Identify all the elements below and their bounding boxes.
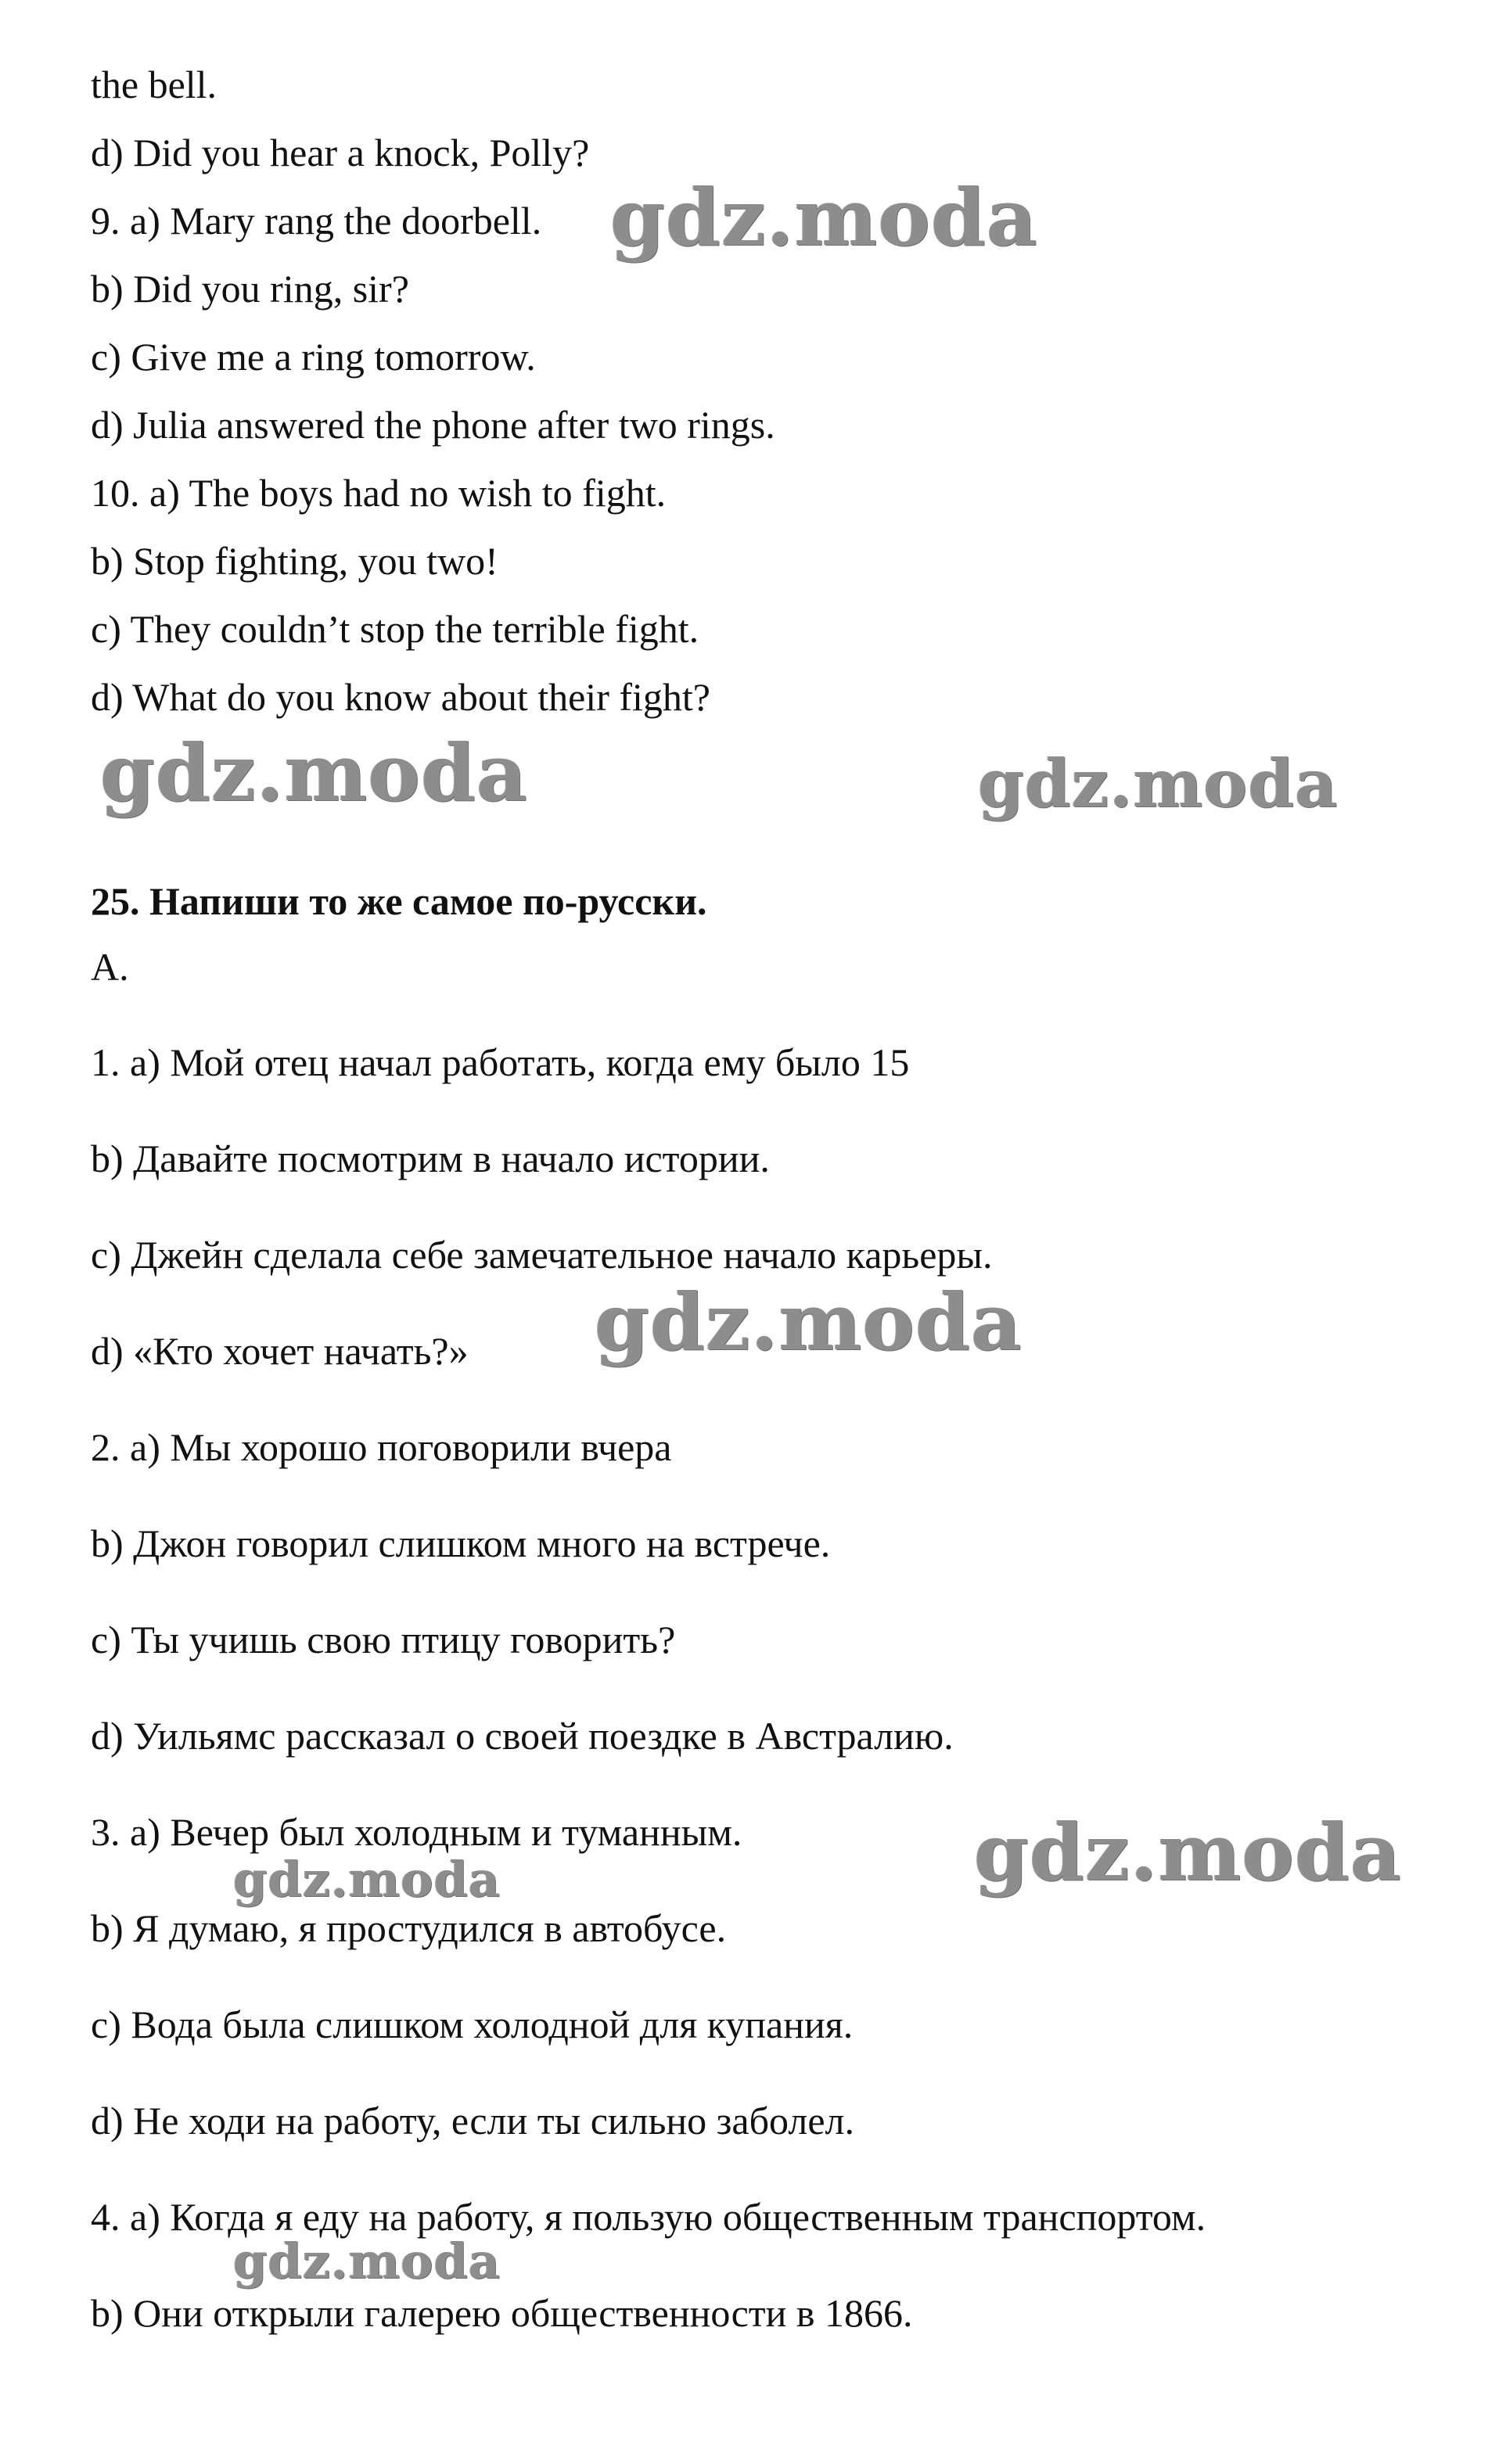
text-line: c) They couldn’t stop the terrible fight. [91, 607, 699, 651]
text-line: 1. a) Мой отец начал работать, когда ему было 15 [91, 1040, 910, 1084]
text-line: c) Джейн сделала себе замечательное начало карьеры. [91, 1233, 993, 1277]
watermark: gdz.moda [974, 1806, 1402, 1898]
text-line: b) Джон говорил слишком много на встрече. [91, 1521, 831, 1565]
text-line: 2. a) Мы хорошо поговорили вчера [91, 1425, 672, 1469]
watermark: gdz.moda [595, 1276, 1023, 1368]
text-line: d) Не ходи на работу, если ты сильно заболел. [91, 2099, 854, 2143]
text-line: 3. a) Вечер был холодным и туманным. [91, 1810, 742, 1854]
text-line: c) Вода была слишком холодной для купания. [91, 2002, 854, 2046]
watermark: gdz.moda [233, 2232, 501, 2290]
text-line: c) Ты учишь свою птицу говорить? [91, 1618, 676, 1661]
text-line: b) Я думаю, я простудился в автобусе. [91, 1906, 727, 1950]
text-line: d) Did you hear a knock, Polly? [91, 131, 590, 174]
text-line: 10. a) The boys had no wish to fight. [91, 471, 667, 515]
watermark: gdz.moda [610, 171, 1038, 264]
text-line: d) Уильямс рассказал о своей поездке в Австралию. [91, 1714, 954, 1758]
text-line: b) Stop fighting, you two! [91, 539, 498, 583]
text-line: c) Give me a ring tomorrow. [91, 335, 536, 379]
exercise-part-label: A. [91, 945, 129, 989]
watermark: gdz.moda [233, 1851, 501, 1908]
watermark: gdz.moda [978, 745, 1339, 822]
text-line: d) What do you know about their fight? [91, 675, 710, 719]
text-line: b) Did you ring, sir? [91, 267, 409, 311]
text-line: d) «Кто хочет начать?» [91, 1329, 469, 1373]
text-line: b) Они открыли галерею общественности в 1866. [91, 2291, 913, 2335]
text-line: 4. a) Когда я еду на работу, я пользую общественным транспортом. [91, 2195, 1206, 2239]
text-line: b) Давайте посмотрим в начало истории. [91, 1137, 770, 1180]
text-line: d) Julia answered the phone after two rings. [91, 403, 775, 447]
text-line: 9. a) Mary rang the doorbell. [91, 199, 542, 242]
exercise-heading: 25. Напиши то же самое по-русски. [91, 879, 707, 923]
text-line: the bell. [91, 63, 217, 106]
watermark: gdz.moda [100, 727, 528, 819]
